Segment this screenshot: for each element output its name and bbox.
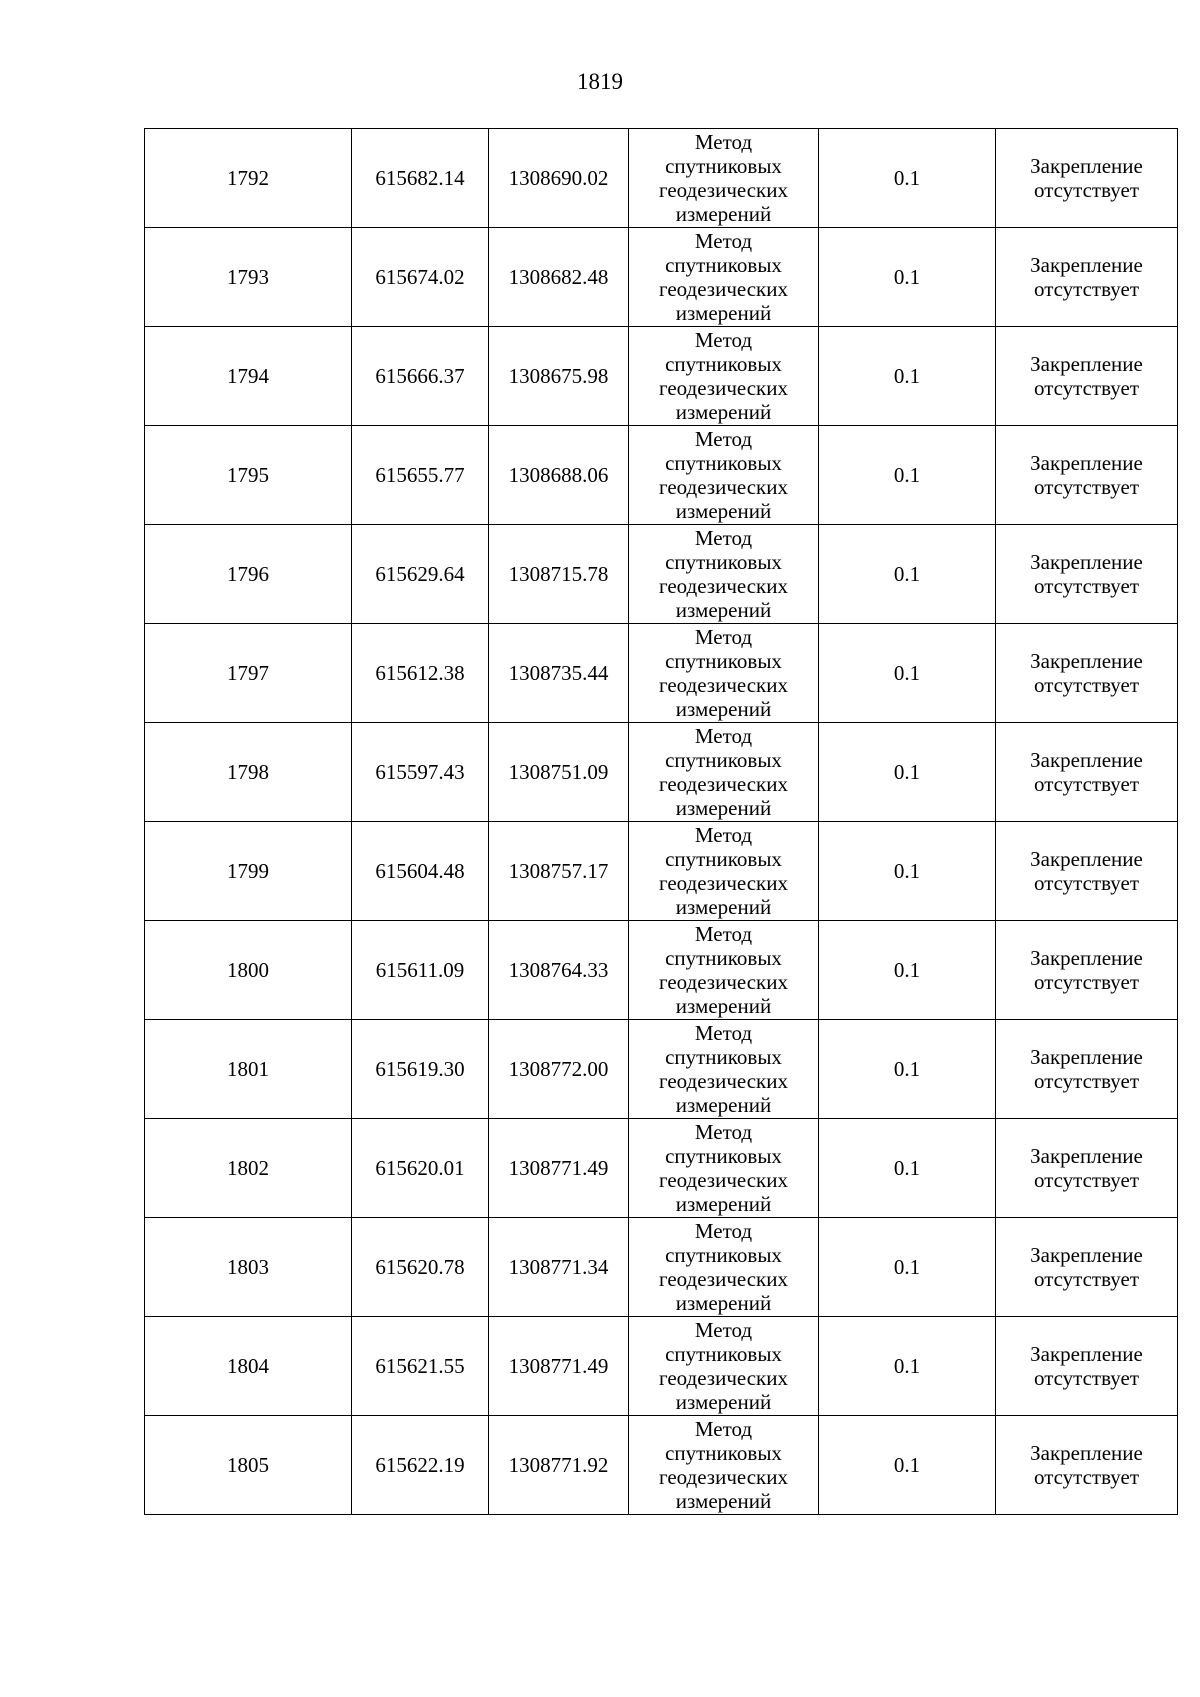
accuracy-cell: 0.1 bbox=[819, 723, 996, 822]
method-cell bbox=[629, 129, 819, 228]
y-coordinate-cell: 1308682.48 bbox=[489, 228, 629, 327]
method-line: измерений bbox=[675, 499, 772, 523]
method-line: спутниковых bbox=[665, 1243, 782, 1267]
fixing-line: отсутствует bbox=[1033, 277, 1140, 301]
y-coordinate-cell: 1308771.49 bbox=[489, 1317, 629, 1416]
method-line: спутниковых bbox=[665, 1342, 782, 1366]
point-number-cell: 1805 bbox=[145, 1416, 352, 1515]
x-coordinate-cell: 615597.43 bbox=[352, 723, 489, 822]
method-line: геодезических bbox=[658, 178, 788, 202]
method-cell bbox=[629, 327, 819, 426]
accuracy-cell: 0.1 bbox=[819, 1020, 996, 1119]
method-line: спутниковых bbox=[665, 946, 782, 970]
accuracy-cell: 0.1 bbox=[819, 1416, 996, 1515]
method-line: геодезических bbox=[658, 1069, 788, 1093]
fixing-cell bbox=[996, 822, 1178, 921]
fixing-line: Закрепление bbox=[1030, 451, 1143, 475]
table-row bbox=[145, 723, 1178, 822]
accuracy-cell: 0.1 bbox=[819, 822, 996, 921]
method-cell bbox=[629, 426, 819, 525]
y-coordinate-cell: 1308690.02 bbox=[489, 129, 629, 228]
table-row bbox=[145, 1317, 1178, 1416]
method-cell bbox=[629, 1317, 819, 1416]
accuracy-cell: 0.1 bbox=[819, 1218, 996, 1317]
table-row bbox=[145, 822, 1178, 921]
method-cell bbox=[629, 1416, 819, 1515]
method-cell bbox=[629, 1218, 819, 1317]
table-row bbox=[145, 525, 1178, 624]
method-line: геодезических bbox=[658, 574, 788, 598]
method-line: Метод bbox=[694, 1318, 753, 1342]
method-line: измерений bbox=[675, 202, 772, 226]
y-coordinate-cell: 1308757.17 bbox=[489, 822, 629, 921]
accuracy-cell: 0.1 bbox=[819, 327, 996, 426]
fixing-line: Закрепление bbox=[1030, 1045, 1143, 1069]
method-line: измерений bbox=[675, 1093, 772, 1117]
table-body bbox=[145, 129, 1178, 1515]
point-number-cell: 1794 bbox=[145, 327, 352, 426]
fixing-line: Закрепление bbox=[1030, 550, 1143, 574]
accuracy-cell: 0.1 bbox=[819, 525, 996, 624]
y-coordinate-cell: 1308688.06 bbox=[489, 426, 629, 525]
fixing-cell bbox=[996, 1020, 1178, 1119]
method-line: Метод bbox=[694, 1120, 753, 1144]
fixing-cell bbox=[996, 1416, 1178, 1515]
method-line: измерений bbox=[675, 994, 772, 1018]
method-line: спутниковых bbox=[665, 154, 782, 178]
accuracy-cell: 0.1 bbox=[819, 921, 996, 1020]
x-coordinate-cell: 615629.64 bbox=[352, 525, 489, 624]
y-coordinate-cell: 1308771.34 bbox=[489, 1218, 629, 1317]
method-cell bbox=[629, 624, 819, 723]
method-line: Метод bbox=[694, 130, 753, 154]
fixing-line: отсутствует bbox=[1033, 178, 1140, 202]
point-number-cell: 1802 bbox=[145, 1119, 352, 1218]
method-line: Метод bbox=[694, 1219, 753, 1243]
fixing-line: Закрепление bbox=[1030, 253, 1143, 277]
coordinates-table bbox=[144, 128, 1178, 1515]
y-coordinate-cell: 1308715.78 bbox=[489, 525, 629, 624]
fixing-line: Закрепление bbox=[1030, 1144, 1143, 1168]
method-line: геодезических bbox=[658, 970, 788, 994]
x-coordinate-cell: 615620.01 bbox=[352, 1119, 489, 1218]
fixing-line: Закрепление bbox=[1030, 154, 1143, 178]
x-coordinate-cell: 615666.37 bbox=[352, 327, 489, 426]
method-line: измерений bbox=[675, 301, 772, 325]
accuracy-cell: 0.1 bbox=[819, 1317, 996, 1416]
x-coordinate-cell: 615674.02 bbox=[352, 228, 489, 327]
point-number-cell: 1799 bbox=[145, 822, 352, 921]
method-line: геодезических bbox=[658, 1366, 788, 1390]
method-line: геодезических bbox=[658, 772, 788, 796]
x-coordinate-cell: 615619.30 bbox=[352, 1020, 489, 1119]
fixing-cell bbox=[996, 1317, 1178, 1416]
method-line: измерений bbox=[675, 1291, 772, 1315]
fixing-cell bbox=[996, 129, 1178, 228]
method-line: спутниковых bbox=[665, 748, 782, 772]
method-line: спутниковых bbox=[665, 451, 782, 475]
y-coordinate-cell: 1308772.00 bbox=[489, 1020, 629, 1119]
fixing-line: Закрепление bbox=[1030, 847, 1143, 871]
table-row bbox=[145, 129, 1178, 228]
point-number-cell: 1797 bbox=[145, 624, 352, 723]
fixing-line: отсутствует bbox=[1033, 970, 1140, 994]
method-line: Метод bbox=[694, 625, 753, 649]
table-row bbox=[145, 624, 1178, 723]
fixing-cell bbox=[996, 624, 1178, 723]
method-line: геодезических bbox=[658, 871, 788, 895]
table-row bbox=[145, 1416, 1178, 1515]
x-coordinate-cell: 615622.19 bbox=[352, 1416, 489, 1515]
method-line: Метод bbox=[694, 1417, 753, 1441]
accuracy-cell: 0.1 bbox=[819, 228, 996, 327]
fixing-line: отсутствует bbox=[1033, 475, 1140, 499]
fixing-line: Закрепление bbox=[1030, 352, 1143, 376]
y-coordinate-cell: 1308771.92 bbox=[489, 1416, 629, 1515]
fixing-line: отсутствует bbox=[1033, 772, 1140, 796]
point-number-cell: 1800 bbox=[145, 921, 352, 1020]
point-number-cell: 1795 bbox=[145, 426, 352, 525]
method-line: геодезических bbox=[658, 1465, 788, 1489]
fixing-cell bbox=[996, 525, 1178, 624]
method-cell bbox=[629, 228, 819, 327]
fixing-line: отсутствует bbox=[1033, 574, 1140, 598]
fixing-cell bbox=[996, 228, 1178, 327]
method-line: спутниковых bbox=[665, 1441, 782, 1465]
fixing-line: Закрепление bbox=[1030, 1243, 1143, 1267]
point-number-cell: 1803 bbox=[145, 1218, 352, 1317]
x-coordinate-cell: 615682.14 bbox=[352, 129, 489, 228]
fixing-cell bbox=[996, 723, 1178, 822]
fixing-line: отсутствует bbox=[1033, 1069, 1140, 1093]
fixing-cell bbox=[996, 921, 1178, 1020]
method-line: Метод bbox=[694, 823, 753, 847]
method-line: спутниковых bbox=[665, 550, 782, 574]
y-coordinate-cell: 1308771.49 bbox=[489, 1119, 629, 1218]
fixing-line: отсутствует bbox=[1033, 673, 1140, 697]
accuracy-cell: 0.1 bbox=[819, 624, 996, 723]
fixing-cell bbox=[996, 327, 1178, 426]
fixing-cell bbox=[996, 426, 1178, 525]
method-line: спутниковых bbox=[665, 352, 782, 376]
method-line: спутниковых bbox=[665, 1144, 782, 1168]
method-line: измерений bbox=[675, 895, 772, 919]
table-row bbox=[145, 1020, 1178, 1119]
method-line: геодезических bbox=[658, 475, 788, 499]
method-line: Метод bbox=[694, 328, 753, 352]
y-coordinate-cell: 1308751.09 bbox=[489, 723, 629, 822]
method-cell bbox=[629, 525, 819, 624]
method-line: геодезических bbox=[658, 1168, 788, 1192]
table-row bbox=[145, 426, 1178, 525]
method-line: Метод bbox=[694, 922, 753, 946]
method-line: Метод bbox=[694, 526, 753, 550]
method-line: Метод bbox=[694, 724, 753, 748]
method-line: спутниковых bbox=[665, 253, 782, 277]
method-line: Метод bbox=[694, 427, 753, 451]
method-cell bbox=[629, 1119, 819, 1218]
method-line: спутниковых bbox=[665, 847, 782, 871]
accuracy-cell: 0.1 bbox=[819, 1119, 996, 1218]
method-cell bbox=[629, 723, 819, 822]
x-coordinate-cell: 615612.38 bbox=[352, 624, 489, 723]
fixing-line: отсутствует bbox=[1033, 376, 1140, 400]
fixing-line: отсутствует bbox=[1033, 1267, 1140, 1291]
fixing-line: отсутствует bbox=[1033, 1168, 1140, 1192]
method-line: геодезических bbox=[658, 376, 788, 400]
fixing-line: отсутствует bbox=[1033, 1366, 1140, 1390]
method-line: геодезических bbox=[658, 673, 788, 697]
method-cell bbox=[629, 921, 819, 1020]
point-number-cell: 1798 bbox=[145, 723, 352, 822]
y-coordinate-cell: 1308764.33 bbox=[489, 921, 629, 1020]
method-line: спутниковых bbox=[665, 1045, 782, 1069]
table-row bbox=[145, 1218, 1178, 1317]
fixing-cell bbox=[996, 1218, 1178, 1317]
method-line: геодезических bbox=[658, 277, 788, 301]
fixing-line: отсутствует bbox=[1033, 1465, 1140, 1489]
point-number-cell: 1793 bbox=[145, 228, 352, 327]
method-cell bbox=[629, 822, 819, 921]
method-cell bbox=[629, 1020, 819, 1119]
point-number-cell: 1801 bbox=[145, 1020, 352, 1119]
fixing-line: Закрепление bbox=[1030, 946, 1143, 970]
method-line: измерений bbox=[675, 1390, 772, 1414]
method-line: спутниковых bbox=[665, 649, 782, 673]
accuracy-cell: 0.1 bbox=[819, 129, 996, 228]
x-coordinate-cell: 615621.55 bbox=[352, 1317, 489, 1416]
method-line: Метод bbox=[694, 229, 753, 253]
fixing-line: Закрепление bbox=[1030, 649, 1143, 673]
fixing-cell bbox=[996, 1119, 1178, 1218]
method-line: измерений bbox=[675, 697, 772, 721]
fixing-line: Закрепление bbox=[1030, 1342, 1143, 1366]
method-line: геодезических bbox=[658, 1267, 788, 1291]
fixing-line: Закрепление bbox=[1030, 1441, 1143, 1465]
method-line: измерений bbox=[675, 400, 772, 424]
fixing-line: Закрепление bbox=[1030, 748, 1143, 772]
y-coordinate-cell: 1308675.98 bbox=[489, 327, 629, 426]
point-number-cell: 1792 bbox=[145, 129, 352, 228]
y-coordinate-cell: 1308735.44 bbox=[489, 624, 629, 723]
method-line: измерений bbox=[675, 1489, 772, 1513]
method-line: измерений bbox=[675, 598, 772, 622]
x-coordinate-cell: 615620.78 bbox=[352, 1218, 489, 1317]
method-line: Метод bbox=[694, 1021, 753, 1045]
method-line: измерений bbox=[675, 1192, 772, 1216]
table-row bbox=[145, 1119, 1178, 1218]
page-number: 1819 bbox=[577, 69, 623, 94]
point-number-cell: 1804 bbox=[145, 1317, 352, 1416]
table-row bbox=[145, 921, 1178, 1020]
x-coordinate-cell: 615611.09 bbox=[352, 921, 489, 1020]
point-number-cell: 1796 bbox=[145, 525, 352, 624]
table-row bbox=[145, 228, 1178, 327]
method-line: измерений bbox=[675, 796, 772, 820]
table-row bbox=[145, 327, 1178, 426]
fixing-line: отсутствует bbox=[1033, 871, 1140, 895]
x-coordinate-cell: 615604.48 bbox=[352, 822, 489, 921]
accuracy-cell: 0.1 bbox=[819, 426, 996, 525]
x-coordinate-cell: 615655.77 bbox=[352, 426, 489, 525]
